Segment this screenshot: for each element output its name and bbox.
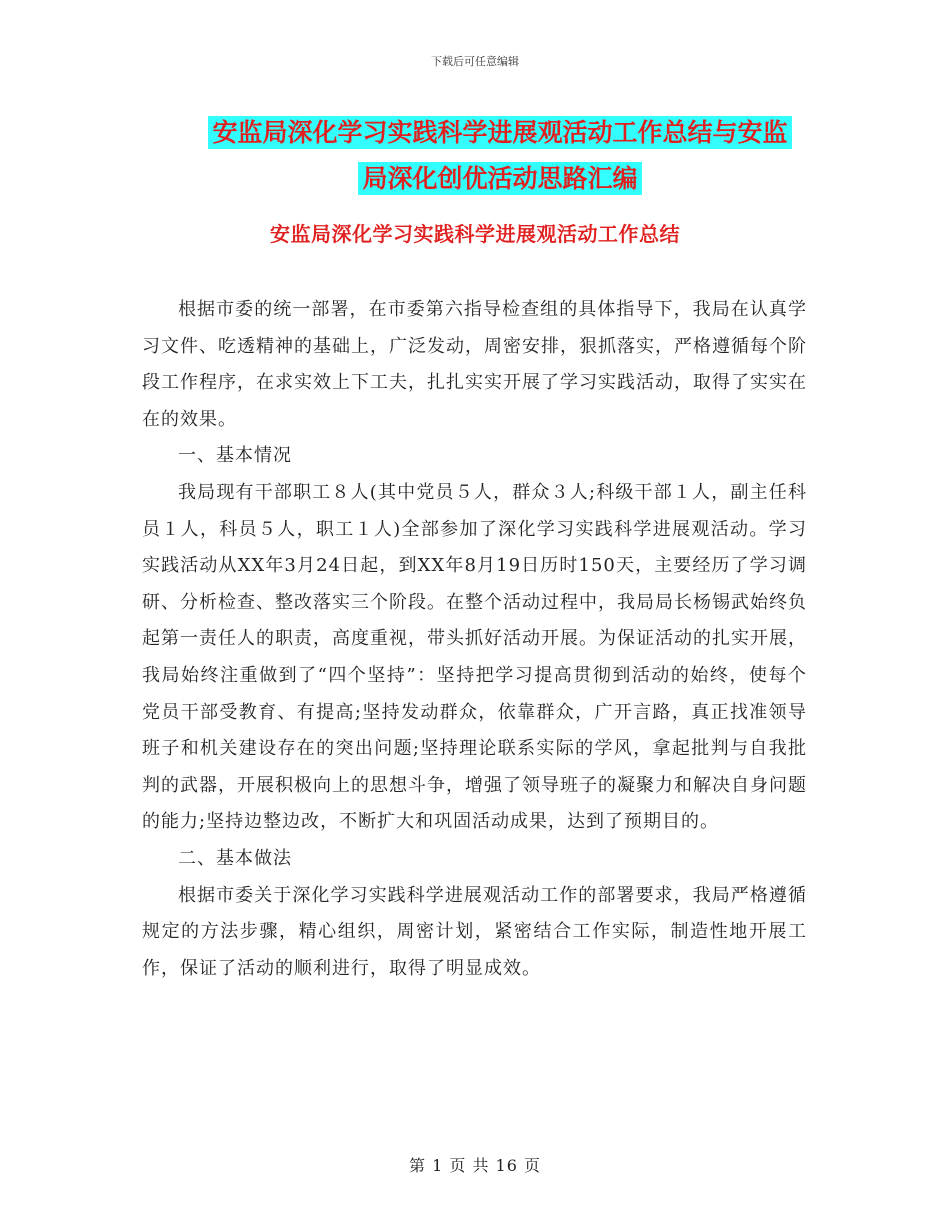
heading-basic-methods: 二、基本做法	[178, 847, 292, 869]
page-number: 第 1 页 共 16 页	[409, 1156, 541, 1175]
main-title-line-2: 局深化创优活动思路汇编	[358, 162, 641, 195]
document-body	[142, 292, 807, 987]
paragraph-intro: 根据市委的统一部署，在市委第六指导检查组的具体指导下，我局在认真学习文件、吃透精神的基础上，广泛发动，周密安排，狠抓落实，严格遵循每个阶段工作程序，在求实效上下工夫，扎扎实实开展了学习实践活动，取得了实实在在的效果。	[142, 299, 807, 430]
document-main-title	[185, 110, 815, 202]
section-title: 安监局深化学习实践科学进展观活动工作总结	[270, 222, 680, 246]
header-note: 下载后可任意编辑	[431, 55, 519, 68]
main-title-line-1: 安监局深化学习实践科学进展观活动工作总结与安监	[208, 116, 791, 149]
paragraph-basic-methods: 根据市委关于深化学习实践科学进展观活动工作的部署要求，我局严格遵循规定的方法步骤，精心组织，周密计划，紧密结合工作实际，制造性地开展工作，保证了活动的顺利进行，取得了明显成效。	[142, 884, 807, 979]
paragraph-basic-situation: 我局现有干部职工８人(其中党员５人，群众３人;科级干部１人，副主任科员１人，科员５人，职工１人)全部参加了深化学习实践科学进展观活动。学习实践活动从XX年3月24日起，到XX年8月19日历时150天，主要经历了学习调研、分析检查、整改落实三个阶段。在整个活动过程中，我局局长杨锡武始终负起第一责任人的职责，高度重视，带头抓好活动开展。为保证活动的扎实开展，我局始终注重做到了“四个坚持”：坚持把学习提高贯彻到活动的始终，使每个党员干部受教育、有提高;坚持发动群众，依靠群众，广开言路，真正找准领导班子和机关建设存在的突出问题;坚持理论联系实际的学风，拿起批判与自我批判的武器，开展积极向上的思想斗争，增强了领导班子的凝聚力和解决自身问题的能力;坚持边整边改，不断扩大和巩固活动成果，达到了预期目的。	[142, 481, 807, 833]
heading-basic-situation: 一、基本情况	[178, 445, 292, 467]
